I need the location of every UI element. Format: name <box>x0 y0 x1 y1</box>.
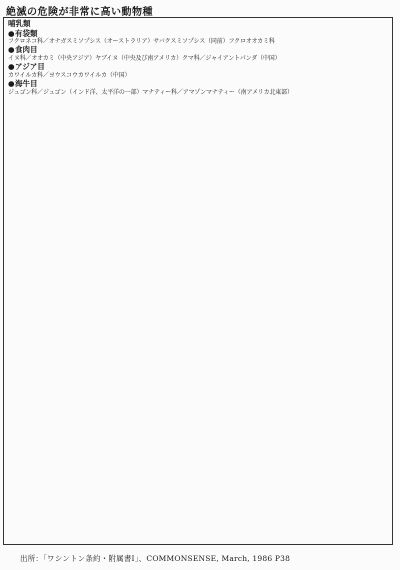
section-heading-mammals-label: 哺乳類 <box>8 19 31 28</box>
group-heading-carnivores-label: 食肉目 <box>15 45 38 55</box>
section-heading-mammals <box>8 20 388 29</box>
group-heading-asia-label: アジア目 <box>15 62 45 72</box>
species-paragraph-carnivores: イヌ科／オオカミ（中央アジア）ヤブイヌ（中央及び南アメリカ）クマ科／ジャイアントパンダ（中国） <box>8 55 281 63</box>
species-list-frame <box>3 17 393 545</box>
document-title: 絶滅の危険が非常に高い動物種 <box>6 7 153 18</box>
bullet-icon: ● <box>8 62 15 72</box>
group-heading-sirenians-label: 海牛目 <box>15 79 38 89</box>
bullet-icon: ● <box>8 28 15 38</box>
species-paragraph-marsupials: フクロネコ科／オナガスミソプシス（オーストラリア）サバクスミソプシス（同前）フクロオオカミ科 <box>8 38 275 46</box>
group-heading-sirenians <box>8 80 388 89</box>
source-citation: 出所：「ワシントン条約・附属書Ⅰ」、COMMONSENSE, March, 1986 P38 <box>20 554 291 563</box>
group-heading-carnivores <box>8 46 388 55</box>
group-heading-asia <box>8 63 388 72</box>
bullet-icon: ● <box>8 79 15 89</box>
species-paragraph-sirenians: ジュゴン科／ジュゴン（インド洋、太平洋の一部）マナティー科／アマゾンマナティー（南アメリカ北東部） <box>8 88 293 96</box>
group-heading-marsupials-label: 有袋類 <box>15 28 38 38</box>
bullet-icon: ● <box>8 45 15 55</box>
group-heading-marsupials <box>8 30 388 39</box>
species-paragraph-asia: カワイルカ科／ヨウスコウカワイルカ（中国） <box>8 71 131 79</box>
